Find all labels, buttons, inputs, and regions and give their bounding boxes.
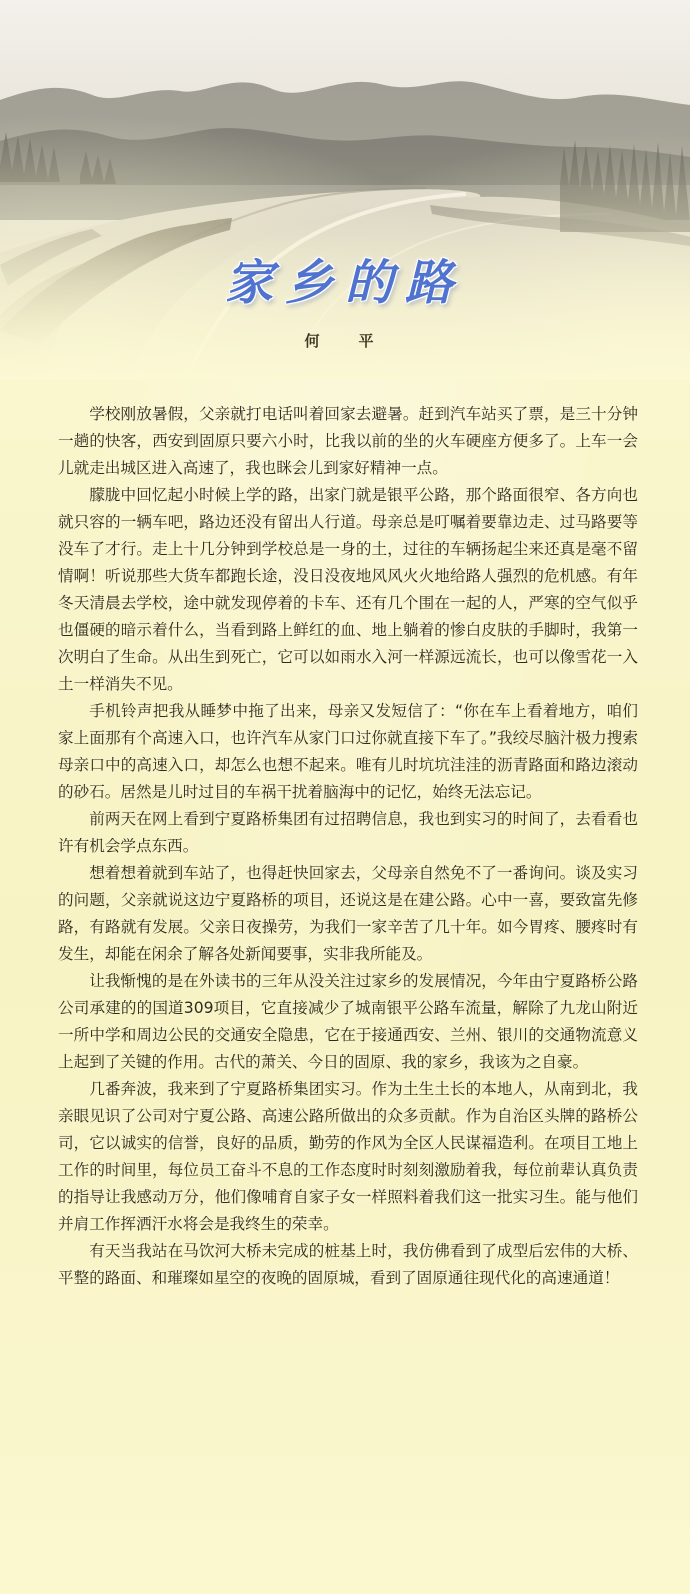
paragraph-1: 学校刚放暑假，父亲就打电话叫着回家去避暑。赶到汽车站买了票，是三十分钟一趟的快客，西安到固原只要六小时，比我以前的坐的火车硬座方便多了。上车一会儿就走出城区进入高速了，我也眯会儿到家好精神一点。 <box>58 405 638 477</box>
paragraph-7: 几番奔波，我来到了宁夏路桥集团实习。作为土生土长的本地人，从南到北，我亲眼见识了公司对宁夏公路、高速公路所做出的众多贡献。作为自治区头牌的路桥公司，它以诚实的信誉，良好的品质，勤劳的作风为全区人民谋福造利。在项目工地上工作的时间里，每位员工奋斗不息的工作态度时时刻刻激励着我，每位前辈认真负责的指导让我感动万分，他们像哺育自家子女一样照料着我们这一批实习生。能与他们并肩工作挥洒汗水将会是我终生的荣幸。 <box>58 1080 638 1233</box>
article-body <box>58 401 638 1292</box>
mountain-road-scene <box>0 0 690 380</box>
header-image <box>0 0 690 380</box>
paragraph-5: 想着想着就到车站了，也得赶快回家去，父母亲自然免不了一番询问。谈及实习的问题，父亲就说这边宁夏路桥的项目，还说这是在建公路。心中一喜，要致富先修路，有路就有发展。父亲日夜操劳，为我们一家辛苦了几十年。如今胃疼、腰疼时有发生，却能在闲余了解各处新闻要事，实非我所能及。 <box>58 864 638 963</box>
paragraph-4: 前两天在网上看到宁夏路桥集团有过招聘信息，我也到实习的时间了，去看看也许有机会学点东西。 <box>58 810 638 855</box>
paragraph-2: 朦胧中回忆起小时候上学的路，出家门就是银平公路，那个路面很窄、各方向也就只容的一辆车吧，路边还没有留出人行道。母亲总是叮嘱着要靠边走、过马路要等没车了才行。走上十几分钟到学校总是一身的土，过往的车辆扬起尘来还真是毫不留情啊！听说那些大货车都跑长途，没日没夜地风风火火地给路人强烈的危机感。有年冬天清晨去学校，途中就发现停着的卡车、还有几个围在一起的人，严寒的空气似乎也僵硬的暗示着什么，当看到路上鲜红的血、地上躺着的惨白皮肤的手脚时，我第一次明白了生命。从出生到死亡，它可以如雨水入河一样源远流长，也可以像雪花一入土一样消失不见。 <box>58 486 638 693</box>
paragraph-3: 手机铃声把我从睡梦中拖了出来，母亲又发短信了：“你在车上看着地方，咱们家上面那有个高速入口，也许汽车从家门口过你就直接下车了。”我绞尽脑汁极力搜索母亲口中的高速入口，却怎么也想不起来。唯有儿时坑坑洼洼的沥青路面和路边滚动的砂石。居然是儿时过目的车祸干扰着脑海中的记忆，始终无法忘记。 <box>58 702 638 801</box>
paragraph-6: 让我惭愧的是在外读书的三年从没关注过家乡的发展情况，今年由宁夏路桥公路公司承建的的国道309项目，它直接减少了城南银平公路车流量，解除了九龙山附近一所中学和周边公民的交通安全隐患，它在于接通西安、兰州、银川的交通物流意义上起到了关键的作用。古代的萧关、今日的固原、我的家乡，我该为之自豪。 <box>58 972 638 1071</box>
paragraph-8: 有天当我站在马饮河大桥未完成的桩基上时，我仿佛看到了成型后宏伟的大桥、平整的路面、和璀璨如星空的夜晚的固原城，看到了固原通往现代化的高速通道！ <box>58 1242 638 1287</box>
page-title: 家乡的路 <box>224 255 465 312</box>
author-name: 何 平 <box>304 332 386 350</box>
